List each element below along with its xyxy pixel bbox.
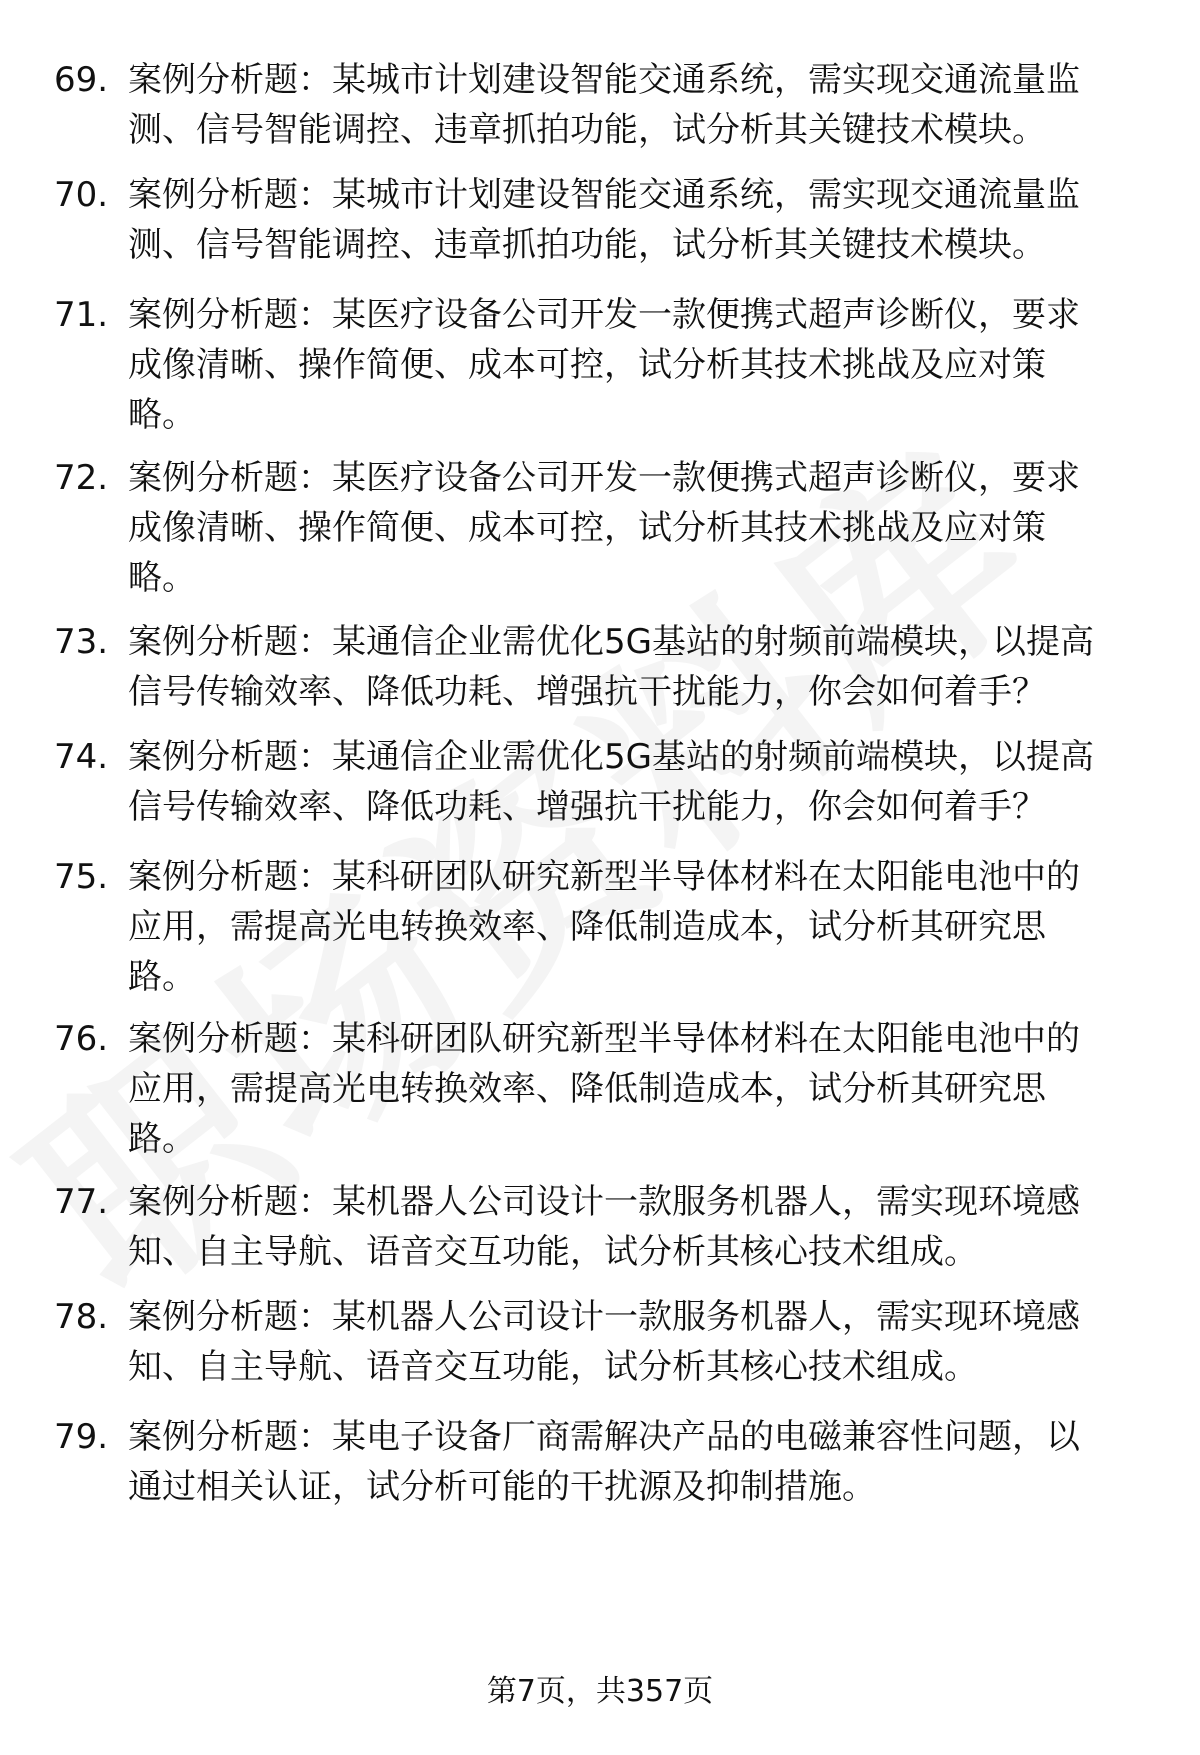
question-text: [128, 1292, 1148, 1392]
question-text-line: 案例分析题：某医疗设备公司开发一款便携式超声诊断仪，要求: [128, 295, 1080, 335]
question-text-line: 案例分析题：某科研团队研究新型半导体材料在太阳能电池中的: [128, 1019, 1080, 1059]
question-number: 79.: [54, 1417, 109, 1457]
question-text-line: 路。: [128, 1119, 196, 1159]
question-text: [128, 852, 1148, 1002]
question-text-line: 测、信号智能调控、违章抓拍功能，试分析其关键技术模块。: [128, 225, 1046, 265]
question-text-line: 测、信号智能调控、违章抓拍功能，试分析其关键技术模块。: [128, 110, 1046, 150]
question-text-line: 案例分析题：某机器人公司设计一款服务机器人，需实现环境感: [128, 1182, 1080, 1222]
question-item: [0, 1014, 1200, 1164]
question-number: 75.: [54, 857, 109, 897]
question-text-line: 信号传输效率、降低功耗、增强抗干扰能力，你会如何着手？: [128, 787, 1046, 827]
question-number: 71.: [54, 295, 109, 335]
question-text-line: 案例分析题：某医疗设备公司开发一款便携式超声诊断仪，要求: [128, 458, 1080, 498]
page-footer: 第7页，共357页: [486, 1674, 714, 1709]
question-text-line: 略。: [128, 558, 196, 598]
question-number: 78.: [54, 1297, 109, 1337]
question-text: [128, 170, 1148, 270]
question-text: [128, 617, 1148, 717]
question-item: [0, 453, 1200, 603]
question-number: 69.: [54, 60, 109, 100]
question-text-line: 信号传输效率、降低功耗、增强抗干扰能力，你会如何着手？: [128, 672, 1046, 712]
question-item: [0, 290, 1200, 440]
question-text-line: 通过相关认证，试分析可能的干扰源及抑制措施。: [128, 1467, 876, 1507]
question-text: [128, 453, 1148, 603]
question-text-line: 应用，需提高光电转换效率、降低制造成本，试分析其研究思: [128, 907, 1046, 947]
question-text: [128, 1412, 1148, 1512]
question-number: 72.: [54, 458, 109, 498]
question-text-line: 成像清晰、操作简便、成本可控，试分析其技术挑战及应对策: [128, 345, 1046, 385]
question-text: [128, 55, 1148, 155]
question-text-line: 案例分析题：某城市计划建设智能交通系统，需实现交通流量监: [128, 175, 1080, 215]
question-item: [0, 852, 1200, 1002]
question-text: [128, 732, 1148, 832]
question-text-line: 应用，需提高光电转换效率、降低制造成本，试分析其研究思: [128, 1069, 1046, 1109]
question-text-line: 成像清晰、操作简便、成本可控，试分析其技术挑战及应对策: [128, 508, 1046, 548]
question-text-line: 案例分析题：某城市计划建设智能交通系统，需实现交通流量监: [128, 60, 1080, 100]
question-number: 73.: [54, 622, 109, 662]
question-number: 77.: [54, 1182, 109, 1222]
question-number: 70.: [54, 175, 109, 215]
question-text-line: 路。: [128, 957, 196, 997]
question-text-line: 案例分析题：某科研团队研究新型半导体材料在太阳能电池中的: [128, 857, 1080, 897]
question-text-line: 案例分析题：某电子设备厂商需解决产品的电磁兼容性问题，以: [128, 1417, 1080, 1457]
question-number: 74.: [54, 737, 109, 777]
question-text-line: 知、自主导航、语音交互功能，试分析其核心技术组成。: [128, 1232, 978, 1272]
question-text: [128, 1014, 1148, 1164]
question-text: [128, 1177, 1148, 1277]
question-text-line: 案例分析题：某通信企业需优化5G基站的射频前端模块，以提高: [128, 622, 1094, 662]
question-item: [0, 1412, 1200, 1562]
question-text-line: 略。: [128, 395, 196, 435]
question-text-line: 案例分析题：某机器人公司设计一款服务机器人，需实现环境感: [128, 1297, 1080, 1337]
question-text-line: 知、自主导航、语音交互功能，试分析其核心技术组成。: [128, 1347, 978, 1387]
question-text-line: 案例分析题：某通信企业需优化5G基站的射频前端模块，以提高: [128, 737, 1094, 777]
question-number: 76.: [54, 1019, 109, 1059]
question-text: [128, 290, 1148, 440]
